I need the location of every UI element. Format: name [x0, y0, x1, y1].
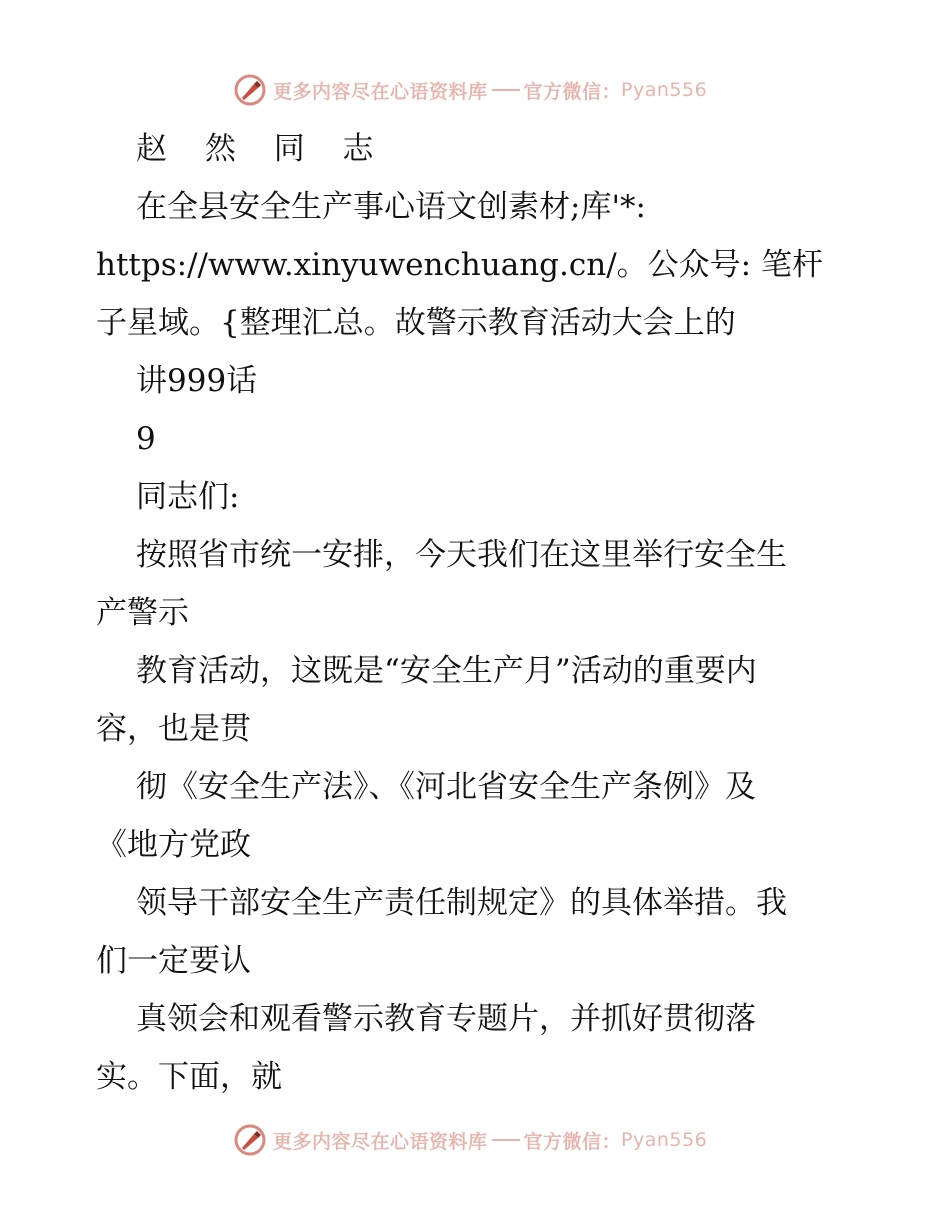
doc-line: 实。下面，就 [96, 1059, 282, 1095]
pen-nib-logo-icon [233, 73, 267, 107]
doc-line: 《地方党政 [96, 827, 251, 863]
doc-line: 按照省市统一安排，今天我们在这里举行安全生 [136, 537, 787, 573]
doc-line: 产警示 [96, 595, 189, 631]
watermark-brand: 更多内容尽在心语资料库 [273, 80, 488, 103]
watermark-label: 官方微信： [523, 1130, 622, 1153]
doc-line: 容，也是贯 [96, 711, 251, 747]
watermark-account: Pyan556 [621, 79, 708, 101]
doc-line: 赵 然 同 志 [136, 131, 388, 167]
doc-line: https://www.xinyuwenchuang.cn/。公众号: 笔杆 [96, 247, 823, 283]
watermark-brand: 更多内容尽在心语资料库 [273, 1130, 488, 1153]
watermark-dash [492, 89, 520, 91]
header-watermark [233, 70, 707, 110]
watermark-label: 官方微信： [523, 80, 622, 103]
footer-watermark [233, 1120, 707, 1160]
doc-line: 彻《安全生产法》、《河北省安全生产条例》及 [136, 769, 756, 805]
doc-line: 子星域。{整理汇总。故警示教育活动大会上的 [96, 305, 736, 341]
doc-line: 领导干部安全生产责任制规定》的具体举措。我 [136, 885, 787, 921]
doc-line: 9 [136, 421, 156, 457]
doc-line: 们一定要认 [96, 943, 251, 979]
pen-nib-logo-icon [233, 1123, 267, 1157]
doc-line: 教育活动，这既是“安全生产月”活动的重要内 [136, 653, 757, 689]
doc-line: 真领会和观看警示教育专题片，并抓好贯彻落 [136, 1001, 756, 1037]
doc-line: 同志们: [136, 479, 240, 515]
watermark-account: Pyan556 [621, 1129, 708, 1151]
watermark-dash [492, 1139, 520, 1141]
doc-line: 在全县安全生产事心语文创素材;库'*: [136, 189, 646, 225]
doc-line: 讲999话 [136, 363, 258, 399]
